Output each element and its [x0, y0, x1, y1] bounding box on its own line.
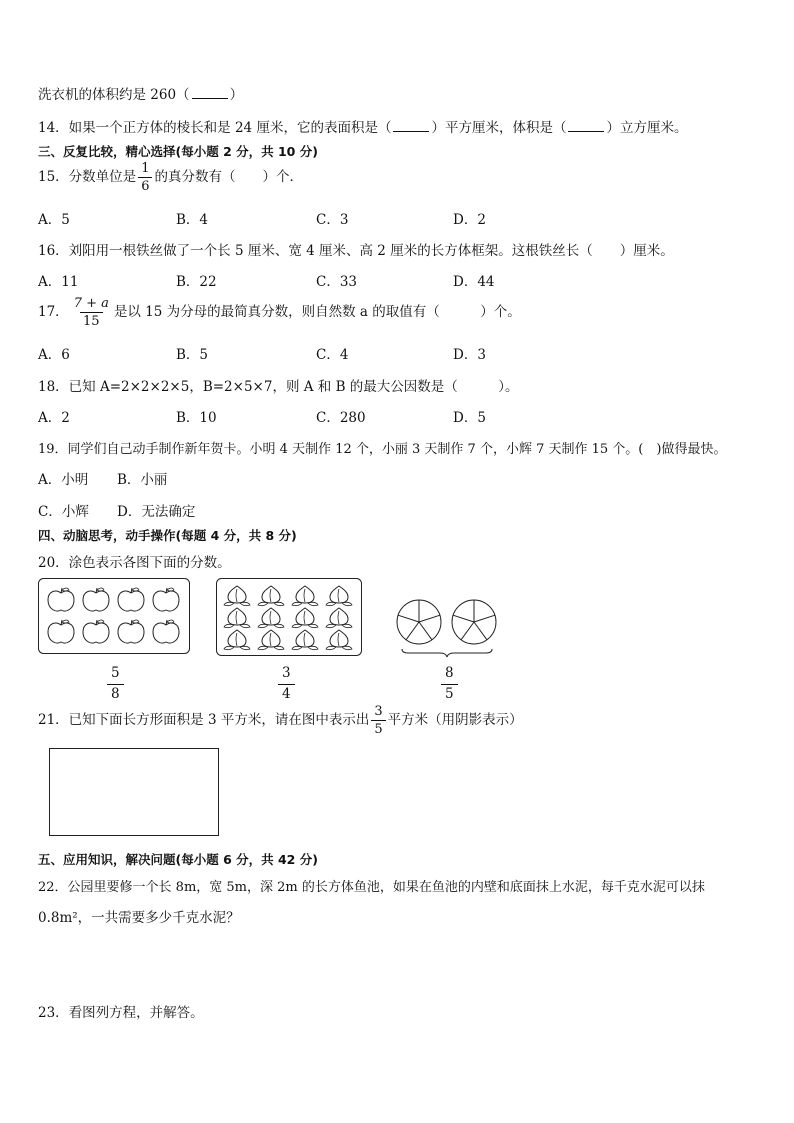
peach-icon[interactable] — [258, 586, 284, 606]
fraction-five-eighths: 5 8 — [107, 667, 124, 701]
peach-icon[interactable] — [292, 586, 318, 606]
peach-icon[interactable] — [224, 630, 250, 650]
option-b[interactable]: B．4 — [176, 212, 209, 228]
fraction-eight-fifths: 8 5 — [441, 667, 458, 701]
apple-icon[interactable] — [153, 588, 179, 611]
option-a[interactable]: A．小明 — [38, 472, 89, 488]
option-b[interactable]: B．小丽 — [117, 472, 168, 488]
fraction: $\frac{1}{6}$ — [138, 162, 152, 193]
question-18: 18．已知 A=2×2×2×5，B=2×5×7，则 A 和 B 的最大公因数是（ ）。 — [38, 379, 519, 395]
question-15: 15．分数单位是 $\frac{1}{6}$ 的真分数有（ ）个． — [38, 161, 303, 194]
question-17: 17． $\frac{7 + a}{15}$ 是以 15 为分母的最简真分数，则自然数 a 的取值有（ ）个。 — [38, 296, 521, 329]
fraction-three-quarters: 3 4 — [278, 667, 295, 701]
circle-figure[interactable] — [397, 600, 441, 644]
peach-icon[interactable] — [224, 586, 250, 606]
answer-blank[interactable] — [192, 87, 228, 99]
peach-icon[interactable] — [326, 608, 352, 628]
peach-icon[interactable] — [292, 630, 318, 650]
question-20: 20．涂色表示各图下面的分数。 — [38, 555, 231, 571]
question-23: 23．看图列方程，并解答。 — [38, 1005, 204, 1021]
option-c[interactable]: C．4 — [316, 347, 349, 363]
apple-group-figure[interactable] — [38, 578, 190, 654]
fraction: $\frac{3}{5}$ — [371, 705, 385, 736]
option-a[interactable]: A．11 — [38, 274, 79, 290]
option-d[interactable]: D．44 — [453, 274, 495, 290]
peach-icon[interactable] — [258, 630, 284, 650]
option-c[interactable]: C．280 — [316, 410, 366, 426]
option-b[interactable]: B．5 — [176, 347, 209, 363]
circle-pair-figure[interactable] — [394, 594, 500, 658]
apple-icon[interactable] — [48, 620, 74, 643]
section-4-title: 四、动脑思考，动手操作(每题 4 分，共 8 分) — [38, 528, 297, 543]
apple-icon[interactable] — [83, 620, 109, 643]
question-22-line-2: 0.8m²，一共需要多少千克水泥？ — [38, 910, 240, 926]
peach-icon[interactable] — [292, 608, 318, 628]
peach-icon[interactable] — [326, 586, 352, 606]
answer-blank[interactable] — [393, 120, 429, 132]
option-c[interactable]: C．小辉 — [38, 504, 89, 520]
option-d[interactable]: D．无法确定 — [117, 504, 196, 520]
answer-blank[interactable] — [568, 120, 604, 132]
peach-group-figure[interactable] — [216, 578, 362, 656]
q13-tail: 洗衣机的体积约是 260（ ） — [38, 87, 244, 103]
section-5-title: 五、应用知识，解决问题(每小题 6 分，共 42 分) — [38, 852, 318, 867]
apple-icon[interactable] — [153, 620, 179, 643]
question-22-line-1: 22．公园里要修一个长 8m，宽 5m，深 2m 的长方体鱼池，如果在鱼池的内壁和底面抹上水泥，每千克水泥可以抹 — [38, 880, 705, 895]
option-b[interactable]: B．22 — [176, 274, 217, 290]
option-a[interactable]: A．5 — [38, 212, 70, 228]
question-19: 19．同学们自己动手制作新年贺卡。小明 4 天制作 12 个，小丽 3 天制作 7 个，小辉 7 天制作 15 个。( )做得最快。 — [38, 442, 727, 457]
option-b[interactable]: B．10 — [176, 410, 217, 426]
apple-icon[interactable] — [48, 588, 74, 611]
question-14: 14．如果一个正方体的棱长和是 24 厘米，它的表面积是（ ）平方厘米，体积是（ ）立方厘米。 — [38, 120, 688, 136]
apple-icon[interactable] — [83, 588, 109, 611]
question-16: 16．刘阳用一根铁丝做了一个长 5 厘米、宽 4 厘米、高 2 厘米的长方体框架。这根铁丝长（ ）厘米。 — [38, 243, 674, 259]
circle-figure[interactable] — [452, 600, 496, 644]
question-21: 21．已知下面长方形面积是 3 平方米，请在图中表示出 $\frac{3}{5}$ 平方米（用阴影表示） — [38, 704, 523, 737]
option-d[interactable]: D．5 — [453, 410, 486, 426]
option-c[interactable]: C．3 — [316, 212, 349, 228]
peach-icon[interactable] — [224, 608, 250, 628]
option-c[interactable]: C．33 — [316, 274, 358, 290]
peach-icon[interactable] — [258, 608, 284, 628]
option-d[interactable]: D．2 — [453, 212, 486, 228]
section-3-title: 三、反复比较，精心选择(每小题 2 分，共 10 分) — [38, 144, 318, 159]
option-a[interactable]: A．2 — [38, 410, 70, 426]
option-a[interactable]: A．6 — [38, 347, 70, 363]
rectangle-figure[interactable] — [49, 748, 219, 836]
apple-icon[interactable] — [118, 620, 144, 643]
fraction: $\frac{7 + a}{15}$ — [73, 296, 109, 329]
option-d[interactable]: D．3 — [453, 347, 486, 363]
apple-icon[interactable] — [118, 588, 144, 611]
peach-icon[interactable] — [326, 630, 352, 650]
